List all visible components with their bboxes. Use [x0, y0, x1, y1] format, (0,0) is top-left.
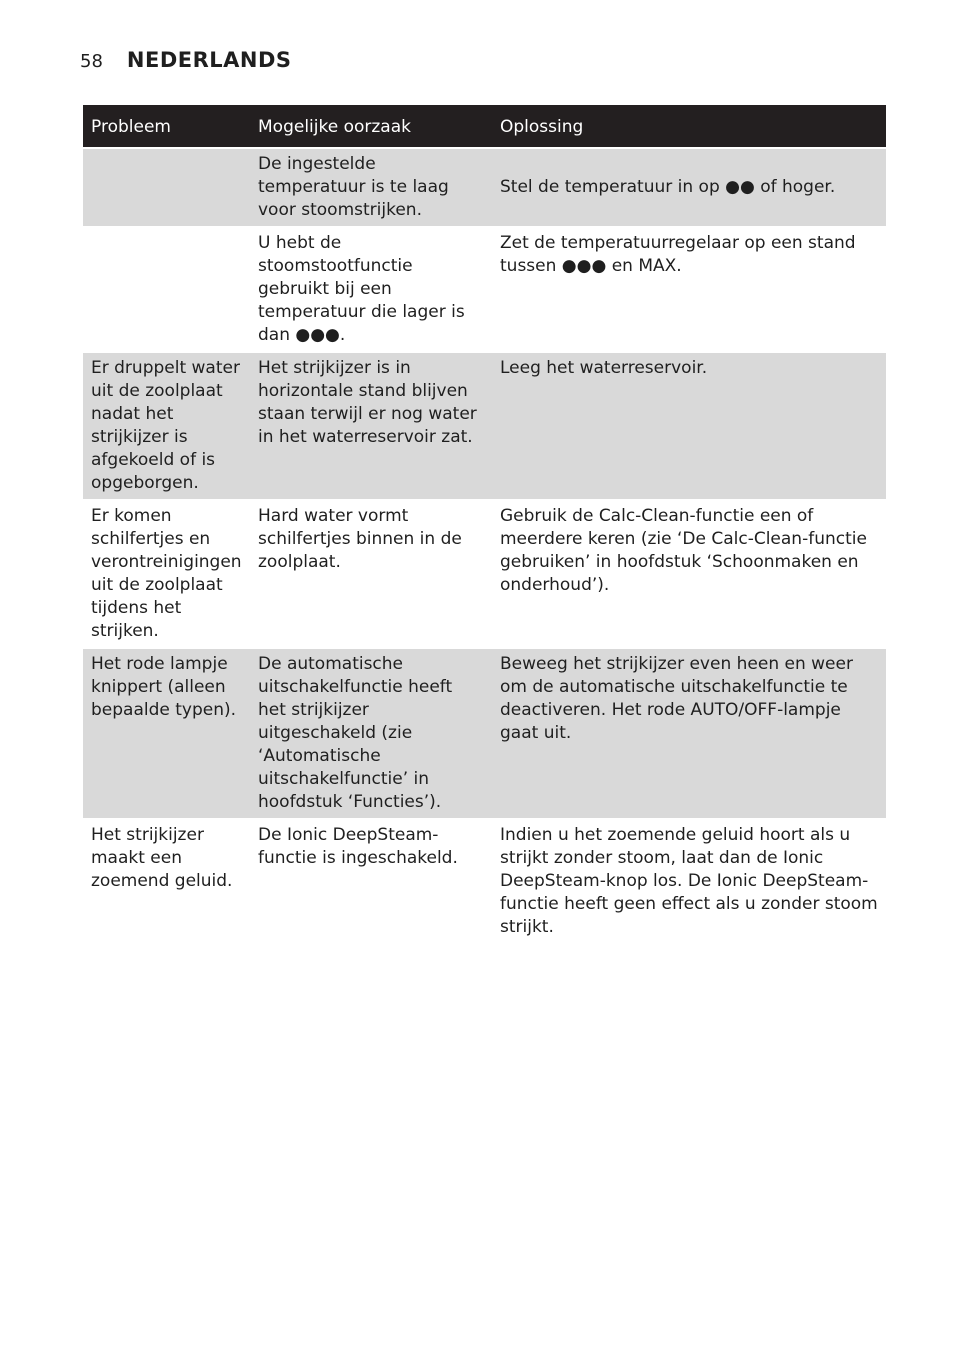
problem-cell: Het strijkijzer maakt een zoemend geluid.	[83, 819, 250, 943]
troubleshooting-table	[83, 105, 886, 943]
section-title: NEDERLANDS	[126, 48, 292, 72]
problem-cell	[83, 148, 250, 227]
problem-cell: Er komen schilfertjes en verontreinigingen uit de zoolplaat tijdens het strijken.	[83, 500, 250, 648]
table-row	[83, 648, 886, 819]
solution-cell: Gebruik de Calc-Clean-functie een of meerdere keren (zie ‘De Calc-Clean-functie gebruiken’ in hoofdstuk ‘Schoonmaken en onderhoud’).	[492, 500, 886, 648]
cause-cell: Hard water vormt schilfertjes binnen in de zoolplaat.	[250, 500, 492, 648]
column-header-solution: Oplossing	[492, 105, 886, 148]
cause-cell: Het strijkijzer is in horizontale stand blijven staan terwijl er nog water in het waterreservoir zat.	[250, 352, 492, 500]
page-header	[80, 48, 292, 72]
cause-cell: De automatische uitschakelfunctie heeft het strijkijzer uitgeschakeld (zie ‘Automatische uitschakelfunctie’ in hoofdstuk ‘Functies’).	[250, 648, 492, 819]
table-row	[83, 148, 886, 227]
problem-cell: Er druppelt water uit de zoolplaat nadat het strijkijzer is afgekoeld of is opgeborgen.	[83, 352, 250, 500]
table-row	[83, 227, 886, 352]
table-row	[83, 500, 886, 648]
solution-cell: Leeg het waterreservoir.	[492, 352, 886, 500]
column-header-cause: Mogelijke oorzaak	[250, 105, 492, 148]
problem-cell: Het rode lampje knippert (alleen bepaalde typen).	[83, 648, 250, 819]
solution-cell: Zet de temperatuurregelaar op een stand tussen ●●● en MAX.	[492, 227, 886, 352]
solution-cell: Stel de temperatuur in op ●● of hoger.	[492, 148, 886, 227]
page-number: 58	[80, 51, 103, 72]
table-row	[83, 352, 886, 500]
column-header-problem: Probleem	[83, 105, 250, 148]
cause-cell: U hebt de stoomstootfunctie gebruikt bij een temperatuur die lager is dan ●●●.	[250, 227, 492, 352]
solution-cell: Indien u het zoemende geluid hoort als u strijkt zonder stoom, laat dan de Ionic DeepSteam-knop los. De Ionic DeepSteam-functie heeft geen effect als u zonder stoom strijkt.	[492, 819, 886, 943]
table-header-row	[83, 105, 886, 148]
solution-cell: Beweeg het strijkijzer even heen en weer om de automatische uitschakelfunctie te deactiveren. Het rode AUTO/OFF-lampje gaat uit.	[492, 648, 886, 819]
table-row	[83, 819, 886, 943]
problem-cell	[83, 227, 250, 352]
cause-cell: De Ionic DeepSteam-functie is ingeschakeld.	[250, 819, 492, 943]
cause-cell: De ingestelde temperatuur is te laag voor stoomstrijken.	[250, 148, 492, 227]
